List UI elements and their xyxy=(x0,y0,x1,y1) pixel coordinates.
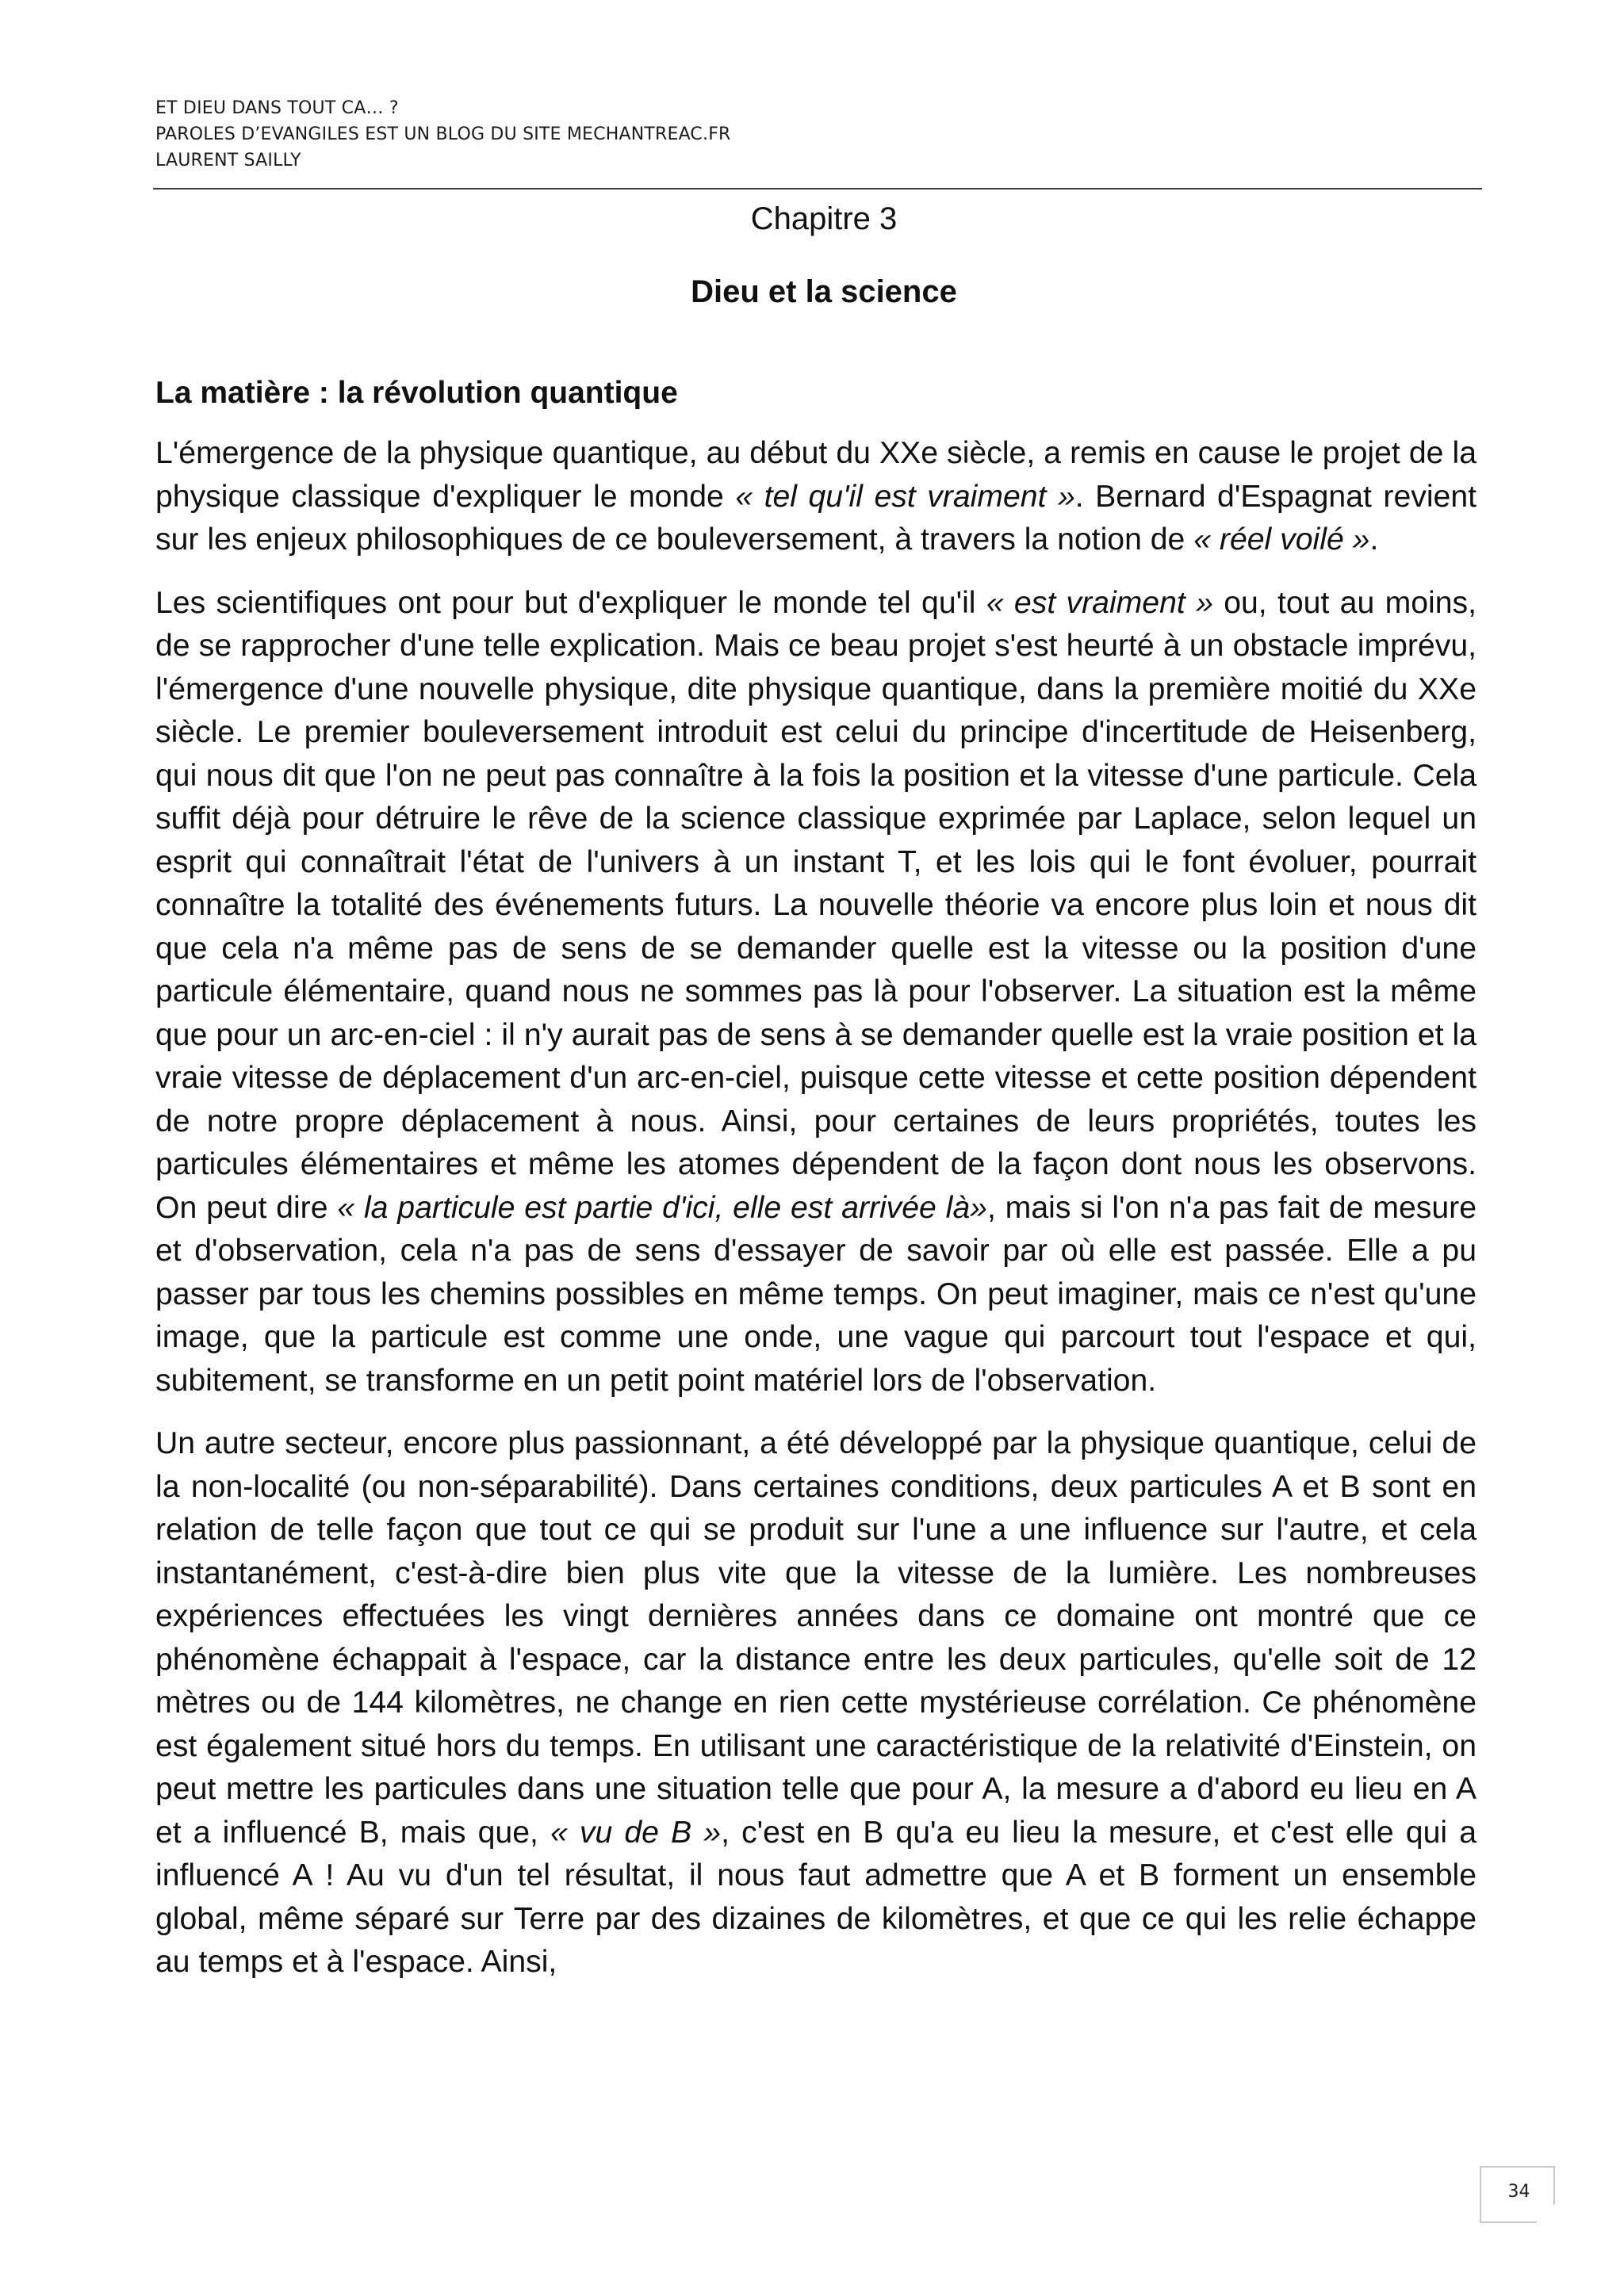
page-number: 34 xyxy=(1507,2182,1530,2202)
chapter-title: Dieu et la science xyxy=(691,274,957,309)
paragraph-1-text-c: . xyxy=(1369,522,1379,557)
paragraph-2-text-a: Les scientifiques ont pour but d'expliquer le monde tel qu'il xyxy=(155,585,986,620)
running-header xyxy=(155,95,1481,174)
chapter-label: Chapitre 3 xyxy=(750,201,898,236)
paragraph-3-text-b: , c'est en B qu'a eu lieu la mesure, et c'est elle qui a influencé A ! Au vu d'un tel résultat, il nous faut admettre que A et B forment un ensemble global, même séparé sur Terre par des dizaines de kilomètres, et que ce qui les relie échappe au temps et à l'espace. Ainsi, xyxy=(155,1815,1477,1979)
paragraph-1-text-b: . Bernard d'Espagnat revient sur les enjeux philosophiques de ce bouleversement, à travers la notion de xyxy=(155,479,1477,557)
paragraph-1-quote-b: « réel voilé » xyxy=(1193,522,1370,557)
section-heading: La matière : la révolution quantique xyxy=(155,376,678,410)
paragraph-1-text-a: L'émergence de la physique quantique, au début du XXe siècle, a remis en cause le projet de la physique classique d'expliquer le monde xyxy=(155,436,1477,514)
paragraph-3 xyxy=(155,1422,1477,1984)
paragraph-1-quote-a: « tel qu'il est vraiment » xyxy=(735,479,1075,514)
paragraph-2 xyxy=(155,582,1477,1403)
header-divider xyxy=(153,188,1482,189)
paragraph-3-quote-a: « vu de B » xyxy=(550,1815,722,1850)
header-line-title: ET DIEU DANS TOUT CA… ? xyxy=(155,98,399,118)
paragraph-3-text-a: Un autre secteur, encore plus passionnant, a été développé par la physique quantique, celui de la non-localité (ou non-séparabilité). Dans certaines conditions, deux particules A et B sont en relation de telle façon que tout ce qui se produit sur l'une a une influence sur l'autre, et cela instantanément, c'est-à-dire bien plus vite que la vitesse de la lumière. Les nombreuses expériences effectuées les vingt dernières années dans ce domaine ont montré que ce phénomène échappait à l'espace, car la distance entre les deux particules, qu'elle soit de 12 mètres ou de 144 kilomètres, ne change en rien cette mystérieuse corrélation. Ce phénomène est également situé hors du temps. En utilisant une caractéristique de la relativité d'Einstein, on peut mettre les particules dans une situation telle que pour A, la mesure a d'abord eu lieu en A et a influencé B, mais que, xyxy=(155,1426,1477,1850)
header-line-blog: PAROLES D’EVANGILES EST UN BLOG DU SITE MECHANTREAC.FR xyxy=(155,124,731,144)
folded-corner-icon xyxy=(1536,2204,1555,2223)
paragraph-2-quote-b: « la particule est partie d'ici, elle est arrivée là» xyxy=(337,1190,987,1225)
page-body xyxy=(155,197,1477,1984)
page-number-badge xyxy=(1480,2166,1555,2223)
paragraph-2-quote-a: « est vraiment » xyxy=(986,585,1213,620)
header-line-author: LAURENT SAILLY xyxy=(155,151,301,170)
paragraph-2-text-c: , mais si l'on n'a pas fait de mesure et d'observation, cela n'a pas de sens d'essayer de savoir par où elle est passée. Elle a pu passer par tous les chemins possibles en même temps. On peut imaginer, mais ce n'est qu'une image, que la particule est comme une onde, une vague qui parcourt tout l'espace et qui, subitement, se transforme en un petit point matériel lors de l'observation. xyxy=(155,1190,1477,1398)
paragraph-2-text-b: ou, tout au moins, de se rapprocher d'une telle explication. Mais ce beau projet s'est heurté à un obstacle imprévu, l'émergence d'une nouvelle physique, dite physique quantique, dans la première moitié du XXe siècle. Le premier bouleversement introduit est celui du principe d'incertitude de Heisenberg, qui nous dit que l'on ne peut pas connaître à la fois la position et la vitesse d'une particule. Cela suffit déjà pour détruire le rêve de la science classique exprimée par Laplace, selon lequel un esprit qui connaîtrait l'état de l'univers à un instant T, et les lois qui le font évoluer, pourrait connaître la totalité des événements futurs. La nouvelle théorie va encore plus loin et nous dit que cela n'a même pas de sens de se demander quelle est la vitesse ou la position d'une particule élémentaire, quand nous ne sommes pas là pour l'observer. La situation est la même que pour un arc-en-ciel : il n'y aurait pas de sens à se demander quelle est la vraie position et la vraie vitesse de déplacement d'un arc-en-ciel, puisque cette vitesse et cette position dépendent de notre propre déplacement à nous. Ainsi, pour certaines de leurs propriétés, toutes les particules élémentaires et même les atomes dépendent de la façon dont nous les observons. On peut dire xyxy=(155,585,1477,1225)
paragraph-1 xyxy=(155,432,1477,562)
